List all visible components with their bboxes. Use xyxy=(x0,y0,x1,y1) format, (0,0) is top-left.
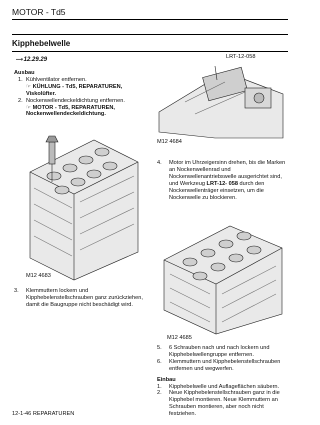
removal-step-4: 4. Motor im Uhrzeigersinn drehen, bis die Marken an Nockenwellenrad und Nockenwellenantriebswelle ausgerichtet sind, und Werkzeug LRT-12- 058 durch den Nockenwellenträger einsetzen, um die Nockenwelle zu blockieren. xyxy=(157,160,286,201)
figure-label-1: M12 4683 xyxy=(26,273,51,279)
book-reference-icon: ☞ xyxy=(26,83,32,90)
figure-label-3: M12 4685 xyxy=(167,335,192,341)
installation-step-2: 2. Neue Kipphebelenstellschrauben ganz in die Kipphebel montieren. Neue Klemmuttern an Schrauben montieren, aber noch nicht festziehen. xyxy=(157,390,280,418)
title-top-rule xyxy=(12,34,288,35)
removal-heading: Ausbau xyxy=(14,70,35,76)
reference-link-engine[interactable]: ☞ MOTOR - Td5, REPARATUREN, Nockenwellendeckeldichtung. xyxy=(26,104,115,118)
repair-code xyxy=(16,57,47,63)
page-header: MOTOR - Td5 xyxy=(12,7,66,17)
removal-step-3-block xyxy=(14,288,144,309)
book-reference-icon: ☞ xyxy=(26,104,32,111)
page-title: Kipphebelwelle xyxy=(12,39,71,48)
step-4-block xyxy=(157,160,289,201)
cylinder-head-figure xyxy=(24,132,142,282)
removal-step-2: 2. Nockenwellendeckeldichtung entfernen. xyxy=(18,97,125,104)
removal-step-5: 5. 6 Schrauben nach und nach lockern und Kipphebelwellengruppe entfernen. xyxy=(157,345,270,358)
camshaft-locking-figure xyxy=(155,52,287,140)
rocker-shaft-figure xyxy=(160,218,286,336)
installation-step-1: 1. Kipphebelwelle und Auflageflächen säubern. xyxy=(157,383,280,390)
figure-2-tool-callout: LRT-12-058 xyxy=(226,54,256,60)
page-footer: 12-1-46 REPARATUREN xyxy=(12,411,75,417)
header-rule xyxy=(12,19,288,20)
figure-label-2: M12 4684 xyxy=(157,139,182,145)
removal-step-6: 6. Klemmuttern und Kipphebelenstellschrauben entfernen und wegwerfen. xyxy=(157,358,281,372)
removal-step-1: 1. Kühlventilator entfernen. xyxy=(18,76,87,83)
removal-section xyxy=(14,70,144,118)
removal-step-3: 3. Klemmuttern lockern und Kipphebelenstellschrauben ganz zurückziehen, damit die Baugruppe nicht beschädigt wird. xyxy=(14,288,143,308)
tool-reference: LRT-12- 058 xyxy=(206,180,238,187)
reference-link-cooling[interactable]: ☞ KÜHLUNG - Td5, REPARATUREN, Viskolüfter. xyxy=(26,83,123,97)
installation-heading: Einbau xyxy=(157,376,176,383)
repair-code-icon: —› xyxy=(16,57,22,63)
right-steps-block xyxy=(157,345,289,418)
repair-code-number: 12.29.29 xyxy=(23,57,48,63)
